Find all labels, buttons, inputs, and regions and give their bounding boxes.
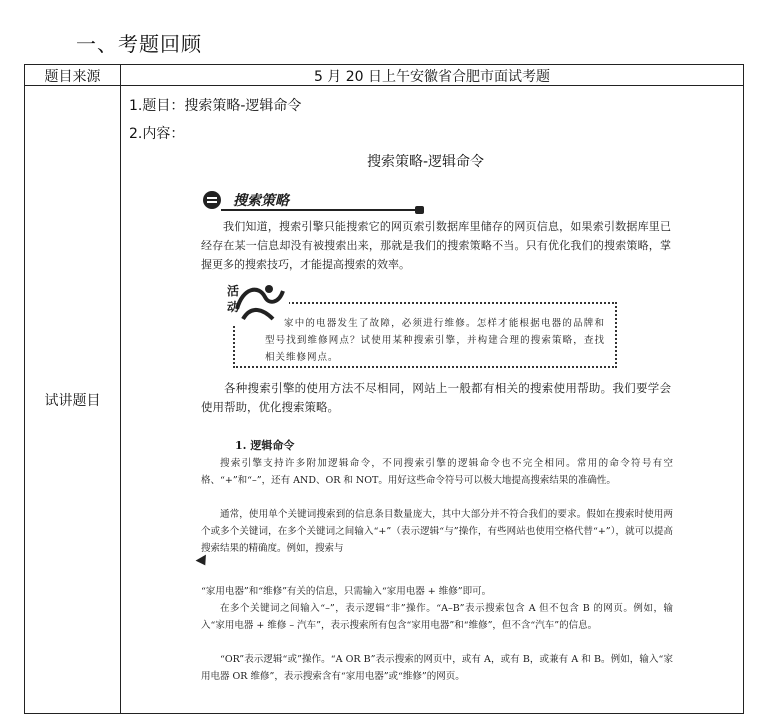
activity-text: 家中的电器发生了故障，必须进行维修。怎样才能根据电器的品牌和型号找到维修网点？试使用某种搜索引擎，并构建合理的搜索策略，查找相关维修网点。 — [265, 318, 605, 363]
pen-tip-icon — [415, 206, 424, 214]
source-value: 5 月 20 日上午安徽省合肥市面试考题 — [313, 69, 551, 85]
source-label: 题目来源 — [44, 69, 101, 85]
logic-paragraph-5: “OR”表示逻辑“或”操作。“A OR B”表示搜索的网页中，或有 A，或有 B，或兼有 A 和 B。例如，输入“家用电器 OR 维修”，表示搜索含有“家用电器”或“维修”的网页。 — [201, 654, 673, 682]
logic-paragraph-2: 通常，使用单个关键词搜索到的信息条目数量庞大，其中大部分并不符合我们的要求。假如在搜索时使用两个或多个关键词，在多个关键词之间输入“+”（表示逻辑“与”操作，有些网站也使用空格代替“+”），就可以提高搜索结果的精确度。例如，搜索与 — [201, 509, 673, 554]
subsection-title: 1. 逻辑命令 — [235, 439, 295, 452]
item-title: 1.题目：搜索策略-逻辑命令 — [129, 98, 302, 114]
logic-paragraph-1: 搜索引擎支持许多附加逻辑命令，不同搜索引擎的逻辑命令也不完全相同。常用的命令符号有空格、“+”和“–”，还有 AND、OR 和 NOT。用好这些命令符号可以极大地提高搜索结果的准确性。 — [201, 458, 673, 486]
section-title: 搜索策略 — [233, 193, 289, 209]
section-number-icon — [203, 191, 221, 209]
column-divider — [120, 65, 121, 713]
topic-label: 试讲题目 — [44, 393, 101, 409]
item-content-label: 2.内容： — [129, 126, 185, 142]
activity-mark: 活动 — [227, 284, 240, 314]
exam-table — [24, 64, 744, 714]
section-underline — [221, 209, 421, 211]
page-heading: 一、考题回顾 — [76, 32, 202, 56]
help-paragraph: 各种搜索引擎的使用方法不尽相同，网站上一般都有相关的搜索使用帮助。我们要学会使用帮助，优化搜索策略。 — [201, 381, 671, 414]
intro-paragraph: 我们知道，搜索引擎只能搜索它的网页索引数据库里储存的网页信息，如果索引数据库里已经存在某一信息却没有被搜索出来，那就是我们的搜索策略不当。只有优化我们的搜索策略，掌握更多的搜索技巧，才能提高搜索的效率。 — [201, 220, 671, 271]
content-title: 搜索策略-逻辑命令 — [367, 154, 485, 170]
logic-paragraph-3: “家用电器”和“维修”有关的信息，只需输入“家用电器 + 维修”即可。 — [201, 586, 492, 597]
logic-paragraph-4: 在多个关键词之间输入“–”，表示逻辑“非”操作。“A–B”表示搜索包含 A 但不包含 B 的网页。例如，输入“家用电器 + 维修 – 汽车”，表示搜索所有包含“家用电器”和“维修”，但不含“汽车”的信息。 — [201, 603, 673, 631]
